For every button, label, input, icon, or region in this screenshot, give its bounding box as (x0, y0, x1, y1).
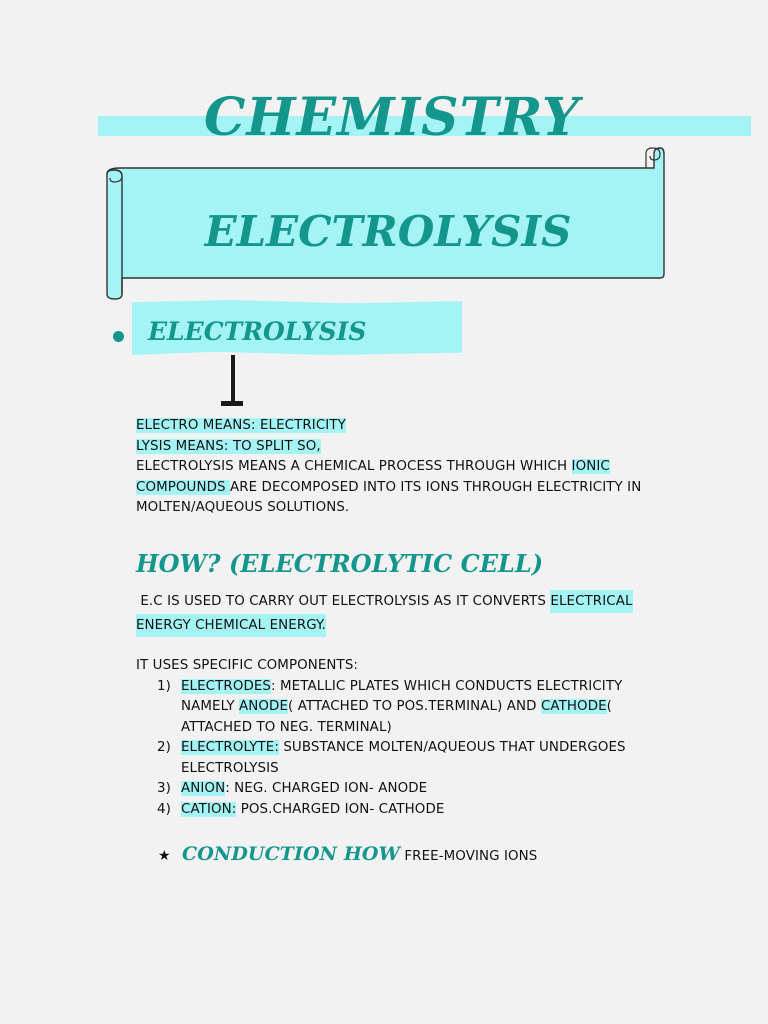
page-title: CHEMISTRY (203, 87, 581, 148)
conduction-title: CONDUCTION HOW (182, 843, 401, 865)
highlight-term: ANION (181, 781, 226, 796)
item-text: POS.CHARGED ION- CATHODE (236, 801, 445, 817)
components-intro: IT USES SPECIFIC COMPONENTS: (136, 658, 359, 673)
highlight-term: ELECTRICAL (550, 590, 632, 613)
list-item (136, 800, 626, 821)
item-text: : NEG. CHARGED ION- ANODE (225, 781, 428, 796)
highlight-term: ENERGY CHEMICAL ENERGY. (136, 614, 326, 637)
item-text: ELECTROLYSIS (181, 760, 279, 776)
intro-line: ELECTRO MEANS: ELECTRICITY (136, 418, 346, 433)
highlight-term: ANODE (239, 699, 289, 714)
intro-line: MOLTEN/AQUEOUS SOLUTIONS. (136, 500, 350, 515)
list-number: 2) (157, 740, 171, 755)
ec-text: E.C IS USED TO CARRY OUT ELECTROLYSIS AS IT CONVERTS (136, 594, 551, 609)
down-arrow-icon (231, 355, 235, 403)
components-section (136, 656, 626, 820)
bullet-icon (113, 331, 124, 342)
intro-line: ELECTROLYSIS MEANS A CHEMICAL PROCESS THROUGH WHICH (136, 459, 572, 474)
intro-definitions (136, 416, 641, 519)
item-text: ( ATTACHED TO POS.TERMINAL) AND (288, 699, 541, 714)
intro-line: ARE DECOMPOSED INTO ITS IONS THROUGH ELECTRICITY IN (229, 479, 642, 495)
item-text: ( (606, 699, 612, 714)
item-text: SUBSTANCE MOLTEN/AQUEOUS THAT UNDERGOES (278, 740, 626, 755)
star-icon: ★ (158, 848, 171, 864)
highlight-term: ELECTROLYTE: (181, 740, 279, 755)
item-text: ATTACHED TO NEG. TERMINAL) (181, 719, 392, 735)
highlight-term: COMPOUNDS (136, 479, 230, 495)
components-list (136, 677, 626, 821)
conduction-note (158, 844, 537, 868)
list-item (136, 677, 626, 739)
list-number: 1) (157, 678, 171, 694)
list-item (136, 779, 626, 800)
how-heading: HOW? (ELECTROLYTIC CELL) (136, 549, 544, 578)
intro-line: LYSIS MEANS: TO SPLIT SO, (136, 438, 321, 454)
list-number: 3) (157, 781, 171, 796)
list-number: 4) (157, 801, 171, 817)
highlight-term: CATION: (181, 801, 237, 817)
list-item (136, 738, 626, 779)
banner-title: ELECTROLYSIS (204, 207, 572, 256)
highlight-term: ELECTRODES (181, 678, 272, 694)
section-heading: ELECTROLYSIS (148, 317, 367, 346)
highlight-term: IONIC (571, 459, 610, 474)
conduction-text: FREE-MOVING IONS (400, 849, 538, 864)
arrow-base (221, 401, 243, 406)
item-text: NAMELY (181, 699, 240, 714)
highlight-term: CATHODE (540, 699, 607, 714)
item-text: : METALLIC PLATES WHICH CONDUCTS ELECTRICITY (271, 678, 623, 694)
ec-description (136, 590, 633, 638)
